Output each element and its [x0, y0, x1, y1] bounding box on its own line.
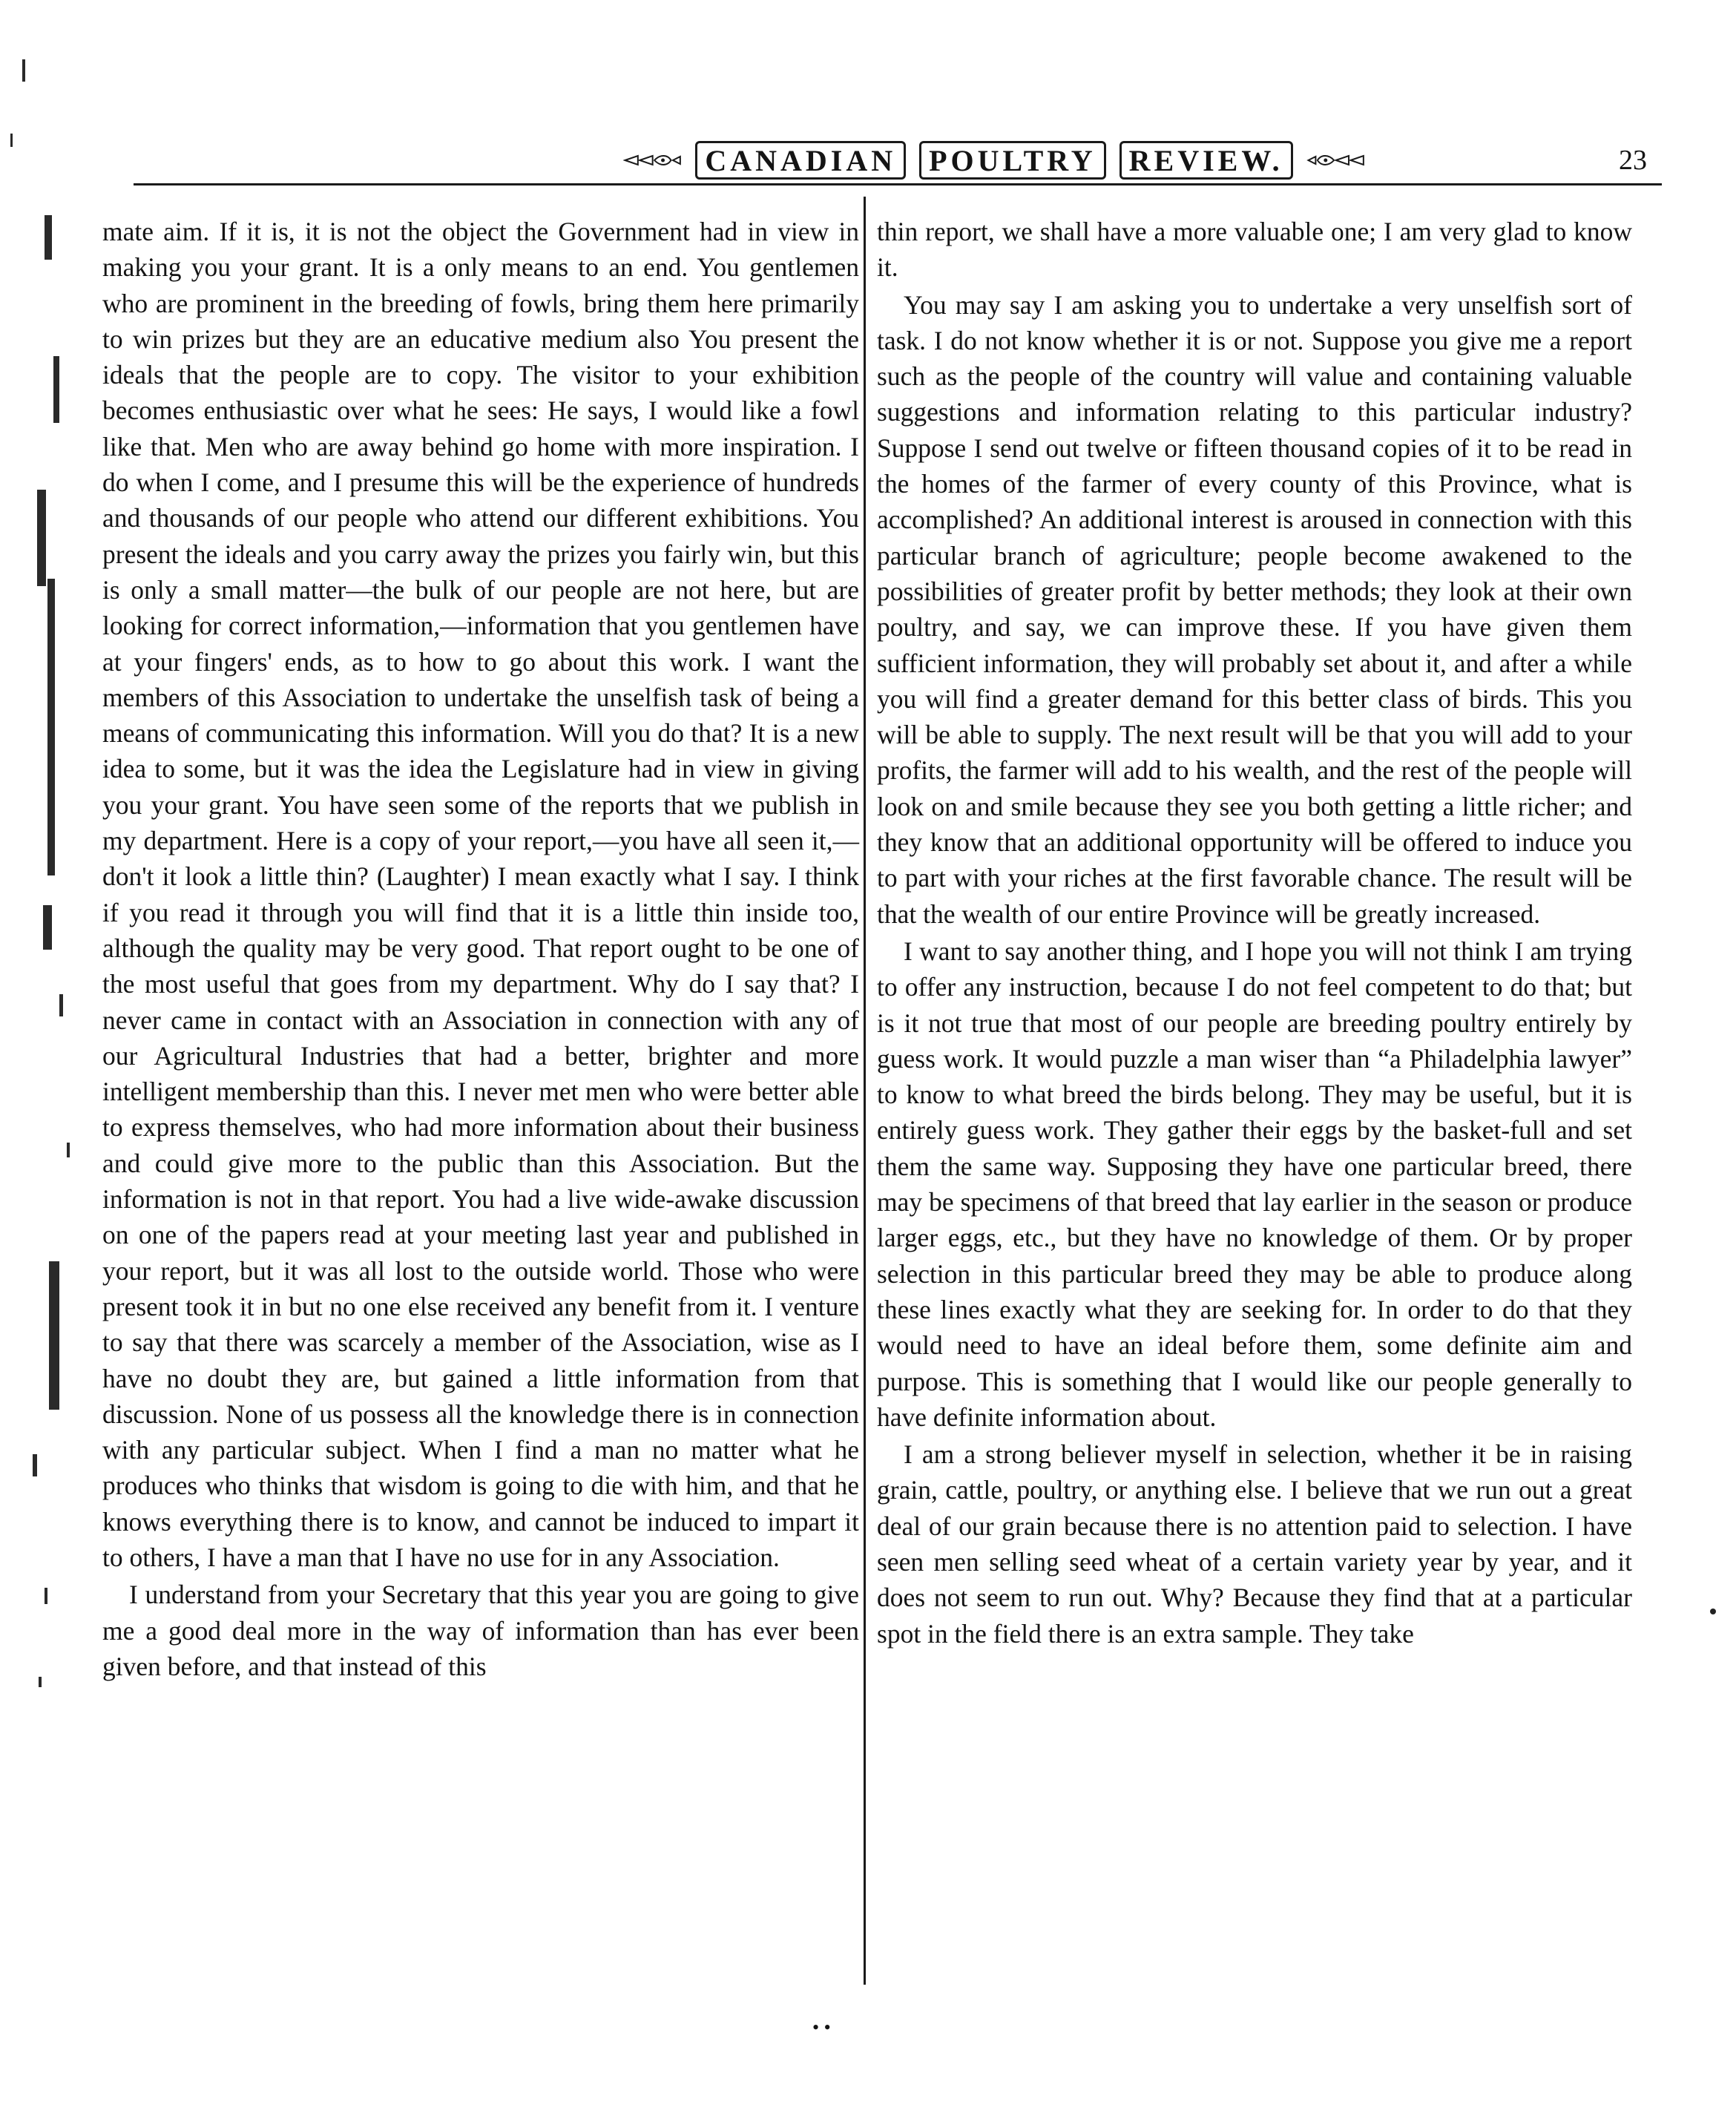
- footer-mark: • •: [812, 2017, 831, 2038]
- column-divider: [864, 197, 866, 1985]
- right-paragraph-3: I want to say another thing, and I hope you will not think I am trying to offer any instruction, because I do not feel competent to do that; but is it not true that most of our people are breeding poultry entirely by guess work. It would puzzle a man wiser than “a Philadelphia lawyer” to know to what breed the birds belong. They may be useful, but it is entirely guess work. They gather their eggs by the basket-full and set them the same way. Supposing they have one particular breed, there may be specimens of that breed that lay earlier in the season or produce larger eggs, etc., but they have no knowledge of them. Or by proper selection in this particular breed they may be able to produce along these lines exactly what they are seeking for. In order to do that they would need to have an ideal before them, some definite aim and purpose. This is something that I would like our people generally to have definite information about.: [877, 936, 1632, 1432]
- left-paragraph-1: mate aim. If it is, it is not the object the Government had in view in making you your grant. It is a only means to an end. You gentlemen who are prominent in the breeding of fowls, bring them here primarily to win prizes but they are an educative medium also You present the ideals that the people are to copy. The visitor to your exhibition becomes enthusiastic over what he sees: He says, I would like a fowl like that. Men who are away behind go home with more inspiration. I do when I come, and I presume this will be the experience of hundreds and thousands of our people who attend our different exhibitions. You present the ideals and you carry away the prizes you fairly win, but this is only a small matter—the bulk of our people are not here, but are looking for correct information,—information that you gentlemen have at your fingers' ends, as to how to go about this work. I want the members of this Association to undertake the unselfish task of being a means of communicating this information. Will you do that? It is a new idea to some, but it was the idea the Legislature had in view in giving you your grant. You have seen some of the reports that we publish in my department. Here is a copy of your report,—you have all seen it,—don't it look a little thin? (Laughter) I mean exactly what I say. I think if you read it through you will find that it is a little thin inside too, although the quality may be very good. That report ought to be one of the most useful that goes from my department. Why do I say that? I never came in contact with an Association in connection with any of our Agricultural Industries that had a better, brighter and more intelligent membership than this. I never met men who were better able to express themselves, who had more information about their business and could give more to the public than this Association. But the information is not in that report. You had a live wide-awake discussion on one of the papers read at your meeting last year and published in your report, but it was all lost to the outside world. Those who were present took it in but no one else received any benefit from it. I venture to say that there was scarcely a member of the Association, wise as I have no doubt they are, but gained a little information from that discussion. None of us possess all the knowledge there is in connection with any particular subject. When I find a man no matter what he produces who thinks that wisdom is going to die with him, and that he knows everything there is to know, and cannot be induced to impart it to others, I have a man that I have no use for in any Association.: [102, 217, 859, 1572]
- masthead-word-2: POULTRY: [919, 141, 1106, 180]
- masthead: [623, 138, 1365, 183]
- masthead-title: [682, 141, 1306, 180]
- right-paragraph-4: I am a strong believer myself in selection, whether it be in raising grain, cattle, poultry, or anything else. I believe that we run out a great deal of our grain because there is no attention paid to selection. I have seen men selling seed wheat of a certain variety year by year, and it does not seem to run out. Why? Because they find that at a particular spot in the field there is an extra sample. They take: [877, 1439, 1632, 1649]
- masthead-word-1: CANADIAN: [695, 141, 906, 180]
- right-paragraph-2: You may say I am asking you to undertake a very unselfish sort of task. I do not know whether it is or not. Suppose you give me a report such as the people of the country will value and containing valuable suggestions and information relating to this particular industry? Suppose I send out twelve or fifteen thousand copies of it to be read in the homes of the farmer of every county of this Province, what is accomplished? An additional interest is aroused in connection with this particular branch of agriculture; people become awakened to the possibilities of greater profit by better methods; they look at their own poultry, and say, we can improve these. If you have given them sufficient information, they will probably set about it, and after a while you will find a greater demand for this better class of birds. This you will be able to supply. The next result will be that you will add to your profits, the farmer will add to his wealth, and the rest of the people will look on and smile because they see you both getting a little richer; and they know that an additional opportunity will be offered to induce you to part with your riches at the first favorable chance. The result will be that the wealth of our entire Province will be greatly increased.: [877, 289, 1632, 929]
- left-paragraph-2: I understand from your Secretary that this year you are going to give me a good deal more in the way of information than has ever been given before, and that instead of this: [102, 1580, 859, 1681]
- right-flourish-icon: [1306, 145, 1365, 175]
- right-column: [877, 214, 1632, 1652]
- scan-edge-marks: [0, 45, 89, 1751]
- left-flourish-icon: [623, 145, 682, 175]
- masthead-word-3: REVIEW.: [1119, 141, 1293, 180]
- header-rule: [134, 183, 1662, 185]
- left-column: [102, 214, 859, 1684]
- scan-speck: [1710, 1609, 1716, 1614]
- right-paragraph-1: thin report, we shall have a more valuable one; I am very glad to know it.: [877, 217, 1632, 283]
- page-header: [134, 134, 1662, 185]
- page-number: 23: [1619, 145, 1647, 176]
